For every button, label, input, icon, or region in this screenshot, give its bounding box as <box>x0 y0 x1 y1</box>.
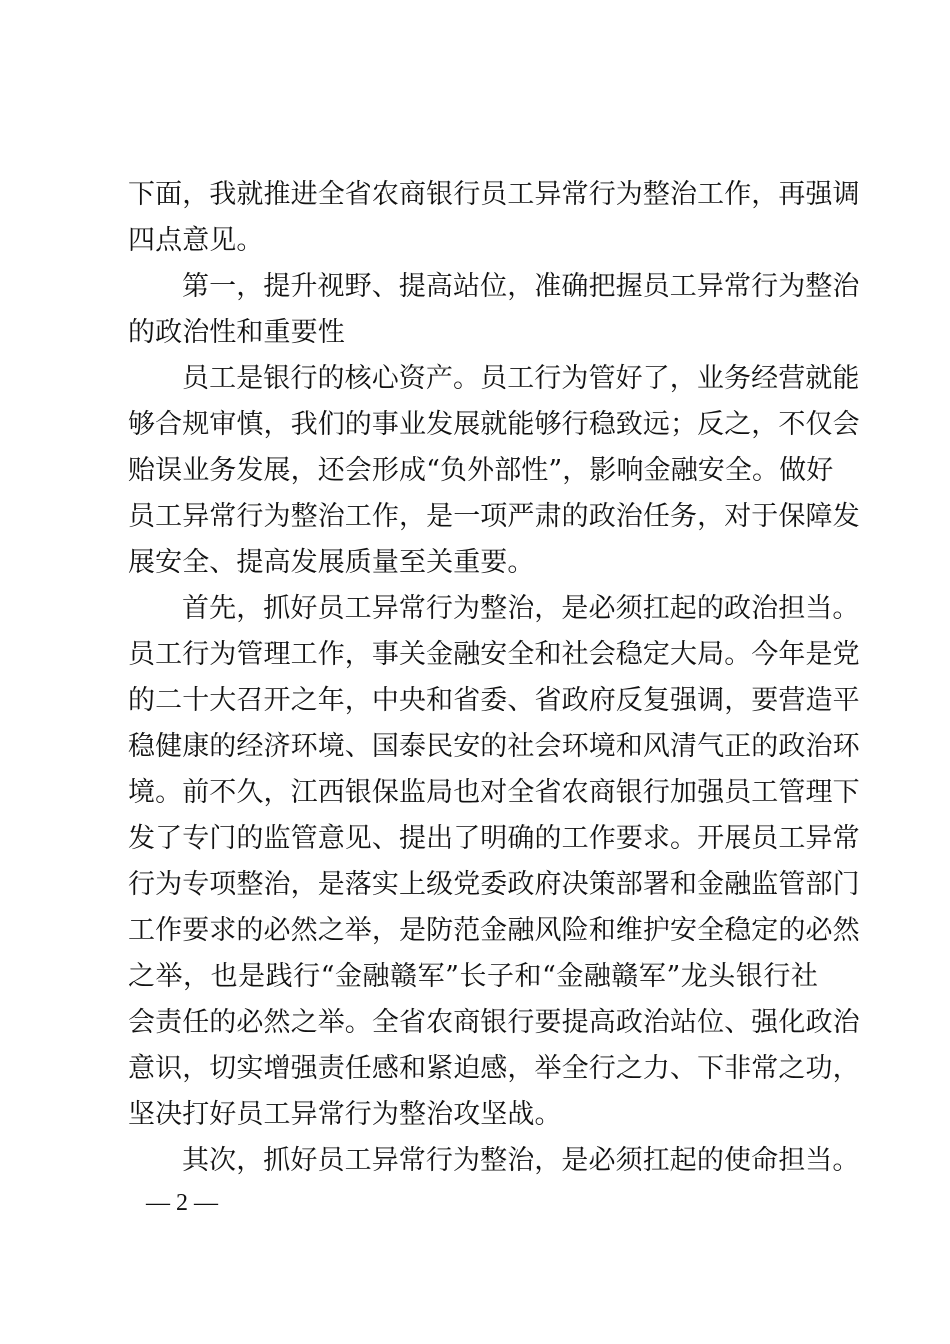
text-line: 够合规审慎，我们的事业发展就能够行稳致远；反之，不仅会 <box>128 409 860 440</box>
text-line: 员工异常行为整治工作，是一项严肃的政治任务，对于保障发 <box>128 501 860 532</box>
text-line: 发了专门的监管意见、提出了明确的工作要求。开展员工异常 <box>128 823 860 854</box>
page-number: — 2 — <box>146 1190 218 1216</box>
page-body <box>128 172 860 1184</box>
text-line: 工作要求的必然之举，是防范金融风险和维护安全稳定的必然 <box>128 915 860 946</box>
text-line: 下面，我就推进全省农商银行员工异常行为整治工作，再强调 <box>128 179 860 210</box>
paragraph <box>128 1138 860 1184</box>
paragraph <box>128 356 860 586</box>
section-heading <box>128 264 860 356</box>
text-line: 首先，抓好员工异常行为整治，是必须扛起的政治担当。 <box>182 593 860 624</box>
paragraph <box>128 586 860 1138</box>
text-line: 其次，抓好员工异常行为整治，是必须扛起的使命担当。 <box>182 1145 860 1176</box>
text-line: 的二十大召开之年，中央和省委、省政府反复强调，要营造平 <box>128 685 860 716</box>
text-line: 坚决打好员工异常行为整治攻坚战。 <box>128 1099 562 1130</box>
text-line: 员工行为管理工作，事关金融安全和社会稳定大局。今年是党 <box>128 639 860 670</box>
text-line: 之举，也是践行“金融赣军”长子和“金融赣军”龙头银行社 <box>128 961 818 992</box>
text-line: 意识，切实增强责任感和紧迫感，举全行之力、下非常之功， <box>128 1053 860 1084</box>
text-line: 员工是银行的核心资产。员工行为管好了，业务经营就能 <box>182 363 860 394</box>
text-line: 贻误业务发展，还会形成“负外部性”，影响金融安全。做好 <box>128 455 834 486</box>
paragraph <box>128 172 860 264</box>
text-line: 展安全、提高发展质量至关重要。 <box>128 547 535 578</box>
text-line: 行为专项整治，是落实上级党委政府决策部署和金融监管部门 <box>128 869 860 900</box>
text-line: 会责任的必然之举。全省农商银行要提高政治站位、强化政治 <box>128 1007 860 1038</box>
text-line: 四点意见。 <box>128 225 264 256</box>
text-line: 第一，提升视野、提高站位，准确把握员工异常行为整治 <box>182 271 860 302</box>
text-line: 的政治性和重要性 <box>128 317 345 348</box>
text-line: 境。前不久，江西银保监局也对全省农商银行加强员工管理下 <box>128 777 860 808</box>
text-line: 稳健康的经济环境、国泰民安的社会环境和风清气正的政治环 <box>128 731 860 762</box>
